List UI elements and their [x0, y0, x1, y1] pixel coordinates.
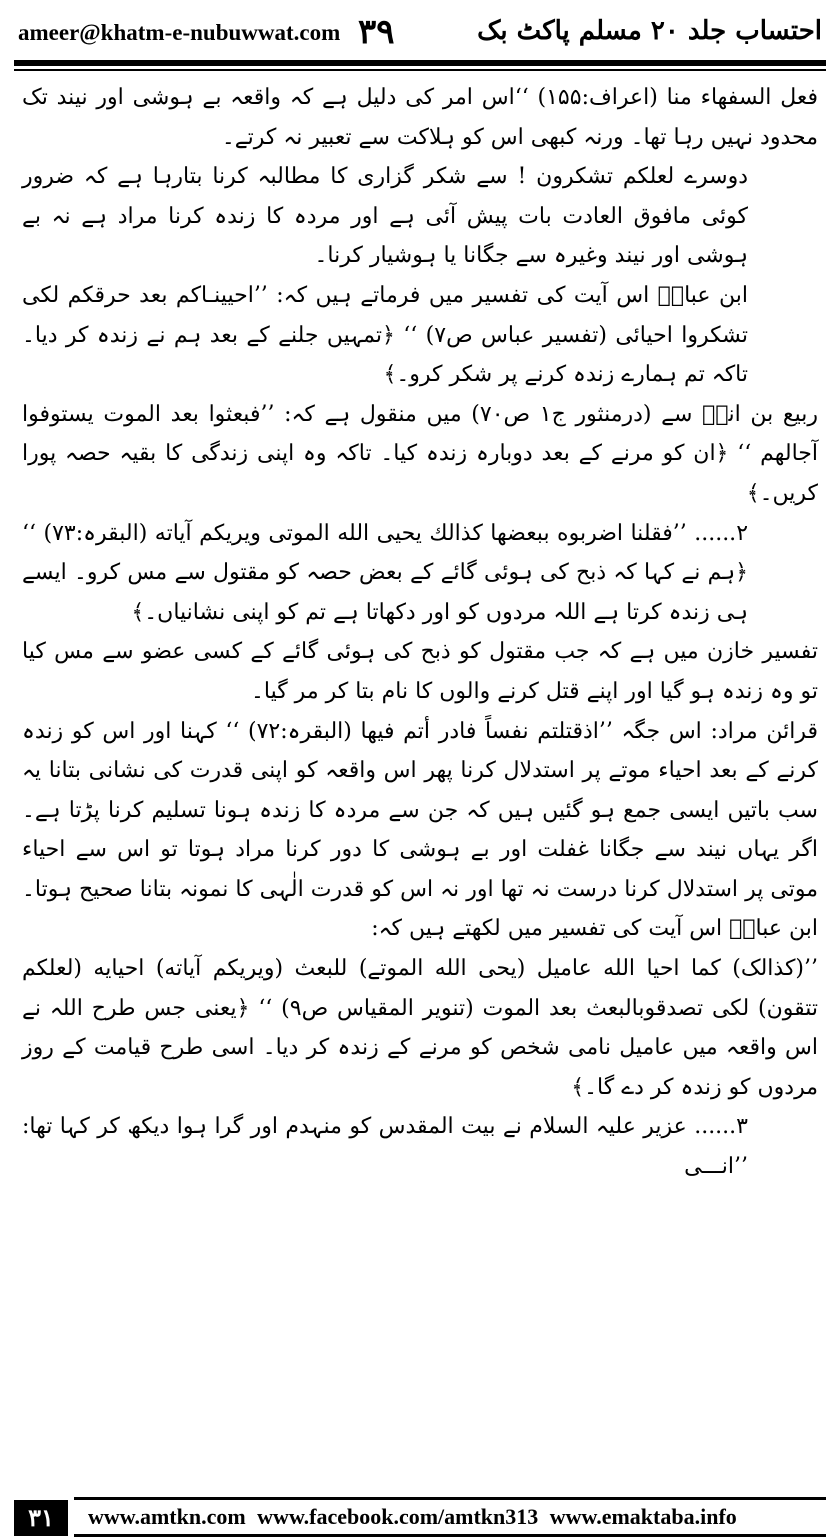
header-email: ameer@khatm-e-nubuwwat.com: [18, 20, 341, 45]
footer-page-number: ۳۱: [14, 1500, 68, 1536]
header-book-title: احتساب جلد ۲۰ مسلم پاکٹ بک: [477, 16, 822, 46]
footer-rule-top: [74, 1497, 826, 1500]
paragraph: ۲...... ’’فقلنا اضربوه ببعضها كذالك يحيى الله الموتى ويريكم آياته (البقرہ:۷۳) ‘‘ ﴿ہم نے کہا کہ ذبح کی ہوئی گائے کے بعض حصہ کو مقتول سے مس کرو۔ ایسے ہی زندہ کرتا ہے اللہ مردوں کو اور دکھاتا ہے تم کو اپنی نشانیاں۔﴾: [22, 520, 749, 625]
header-rule-thick: [14, 60, 826, 66]
paragraph: ربیع بن انسؓ سے (درمنثور ج۱ ص۷۰) میں منقول ہے کہ: ’’فبعثوا بعد الموت یستوفوا آجالهم ‘‘ ﴿ان کو مرنے کے بعد دوبارہ زندہ کیا۔ تاکہ وہ اپنی زندگی کا بقیہ حصہ پورا کریں۔﴾: [22, 401, 819, 506]
paragraph: تفسیر خازن میں ہے کہ جب مقتول کو ذبح کی ہوئی گائے کے کسی عضو سے مس کیا تو وہ زندہ ہو گیا اور اپنے قتل کرنے والوں کا نام بتا کر مر گیا۔: [22, 639, 818, 704]
header-page-number: ۳۹: [358, 12, 395, 52]
paragraph: ۳...... عزیر علیہ السلام نے بیت المقدس کو منہدم اور گرا ہوا دیکھ کر کہا تھا: ’’انـــی: [22, 1114, 748, 1180]
paragraph: قرائن مراد: اس جگہ ’’اذقتلتم نفساً فادر أتم فيها (البقرہ:۷۲) ‘‘ کہنا اور اس کو زندہ کرنے کے بعد احیاء موتے پر استدلال کرنا پھر اس واقعہ کو اپنی قدرت کی نشانی بتانا یہ سب باتیں ایسی جمع ہو گئیں ہیں کہ جن سے مردہ کا زندہ ہونا تسلیم کرنا پڑتا ہے۔ اگر یہاں نیند سے جگانا غفلت اور بے ہوشی کا دور کرنا مراد ہوتا تو اس سے احیاء موتی پر استدلال کرنا درست نہ تھا اور نہ اس کو قدرت الٰہی کا نمونہ بتانا صحیح ہوتا۔ ابن عباسؓ اس آیت کی تفسیر میں لکھتے ہیں کہ:: [22, 718, 818, 942]
paragraph: فعل السفهاء منا (اعراف:۱۵۵) ‘‘اس امر کی دلیل ہے کہ واقعہ بے ہوشی اور نیند تک محدود نہیں رہا تھا۔ ورنہ کبھی اس کو ہلاکت سے تعبیر نہ کرتے۔: [22, 85, 818, 150]
page-body: [22, 78, 818, 1187]
paragraph: ’’(کذالک) کما احیا الله عامیل (یحی الله الموتے) للبعث (ویریکم آیاته) احیایه (لعلکم تتقون) لکی تصدقوبالبعث بعد الموت (تنویر المقیاس ص۹) ‘‘ ﴿یعنی جس طرح اللہ نے اس واقعہ میں عامیل نامی شخص کو مرنے کے زندہ کر دیا۔ اسی طرح قیامت کے روز مردوں کو زندہ کر دے گا۔﴾: [22, 956, 818, 1100]
footer-rule-bottom: [74, 1534, 826, 1537]
header-rule-thin: [14, 69, 826, 71]
footer-urls: www.amtkn.com www.facebook.com/amtkn313 www.emaktaba.info: [88, 1504, 737, 1529]
paragraph: دوسرے لعلکم تشکرون ! سے شکر گزاری کا مطالبہ کرنا بتارہا ہے کہ ضرور کوئی مافوق العادت بات پیش آئی ہے اور مردہ کا زندہ کرنا مراد ہے نہ بے ہوشی اور نیند وغیرہ سے جگانا یا ہوشیار کرنا۔: [22, 164, 748, 269]
paragraph: ابن عباسؓ اس آیت کی تفسیر میں فرماتے ہیں کہ: ’’احیینـاکم بعد حرقکم لکی تشکروا احیائی (تفسیر عباس ص۷) ‘‘ ﴿تمہیں جلنے کے بعد ہم نے زندہ کر دیا۔ تاکہ تم ہمارے زندہ کرنے پر شکر کرو۔﴾: [22, 282, 749, 388]
page-header: [18, 14, 822, 58]
